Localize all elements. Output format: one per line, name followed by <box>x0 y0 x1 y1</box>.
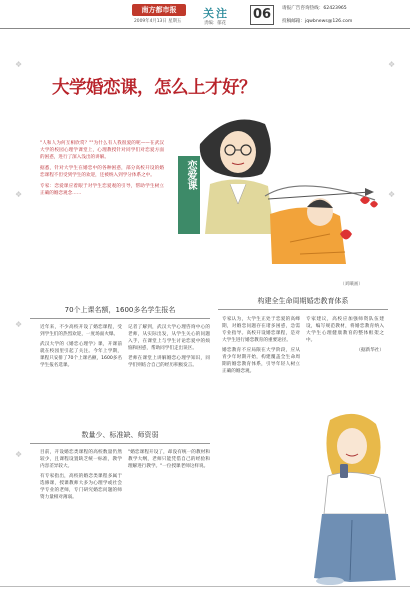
intro-block <box>40 140 164 197</box>
section-title: 关注 <box>203 7 229 20</box>
article-paragraph: 武汉大学的《婚恋心理学》课，开课前就在校园里引起了关注。今年上学期，课程只安排了70个上课名额，1600多名学生报名选课。 <box>40 342 122 368</box>
intro-paragraph: "人和人为何互相欣赏？""为什么有人我很爱的呢——在武汉大学的校园心理学课堂上，心理教授针对同学们对恋爱方面的困惑，进行了深入浅出的讲解。 <box>40 141 164 160</box>
heading-rule <box>30 443 210 444</box>
woman-illustration <box>300 410 400 585</box>
section-heading: 构建全生命周期婚恋教育体系 <box>257 297 349 305</box>
section-heading-banner <box>30 305 210 315</box>
article-left-col1 <box>40 324 122 369</box>
article-paragraph: 婚恋教育不应局限在大学阶段，应从青少年时期开始，构建覆盖全生命周期的婚恋教育体系，引导年轻人树立正确的婚恋观。 <box>222 348 300 374</box>
article-paragraph: 记者了解到，武汉大学心理咨询中心的老师，从实际出发，从学生关心的问题入手，在课堂上与学生讨论恋爱中的烦恼和困惑，帮助同学们走出误区。 <box>128 325 210 351</box>
face <box>337 428 367 464</box>
section-heading-banner <box>30 430 210 440</box>
article-left-col2 <box>128 324 210 369</box>
article-byline: （据新华社） <box>356 348 384 353</box>
article-paragraph: 有专家指出，高校的婚恋类课程多属于选修课，授课教师大多为心理学或社会学专业的老师，专门研究婚恋问题的师资力量相对薄弱。 <box>40 474 122 500</box>
date-line: 2009年4月13日 星期五 <box>134 19 182 24</box>
article-paragraph: 老师在课堂上讲解婚恋心理学知识，同学们则结合自己的经历积极发言。 <box>128 356 210 368</box>
left-ornament-icon: ❖ <box>15 320 23 329</box>
illustration-label: 恋爱课 <box>185 160 196 190</box>
hotline-text: 请报广告咨询热线：62423965 <box>282 6 347 11</box>
editor-line: 责编：郁花 <box>204 21 226 26</box>
page-number: 06 <box>252 7 272 22</box>
article-paragraph: 目前，开设婚恋类课程的高校数量仍然较少，且课程设置缺乏统一标准，教学内容差异较大。 <box>40 450 122 469</box>
logo-text: 南方都市报 <box>141 5 177 14</box>
masthead-logo <box>132 4 186 16</box>
jeans <box>314 514 396 582</box>
left-ornament-icon: ❖ <box>15 60 23 69</box>
right-ornament-icon: ❖ <box>388 190 396 199</box>
footer-rule <box>0 586 410 587</box>
page-number-box <box>250 5 274 25</box>
top <box>324 472 386 514</box>
article-paragraph: "婚恋课程开设了，却没有统一的教材和教学大纲，老师只能凭借自己的经验和理解进行教学。"一位授课老师这样说。 <box>128 450 210 469</box>
heading-rule <box>218 309 388 310</box>
article-right-col2 <box>306 316 384 354</box>
article-right-col1 <box>222 316 300 375</box>
article-left2-col1 <box>40 449 122 501</box>
illustration <box>170 104 382 282</box>
section-heading: 数量少、标准缺、师资弱 <box>81 431 159 439</box>
email-text: 投稿邮箱：jqwbnews@126.com <box>282 19 353 24</box>
heading-rule <box>30 318 210 319</box>
left-ornament-icon: ❖ <box>15 450 23 459</box>
left-ornament-icon: ❖ <box>15 190 23 199</box>
article-paragraph: 近年来，不少高校开设了婚恋课程，受到学生们的热烈欢迎，一度场面火爆。 <box>40 325 122 337</box>
intro-paragraph: 专家：恋爱课应着眼于对学生恋爱观的引导，帮助学生树立正确的婚恋观念…… <box>40 184 164 196</box>
phone-icon <box>340 464 348 478</box>
article-left2-col2 <box>128 449 210 470</box>
section-heading: 70个上课名额，1600多名学生报名 <box>64 306 176 314</box>
article-paragraph: 专家认为，大学生正处于恋爱的高峰期，对婚恋问题存在诸多困惑，急需专业指导。高校开设婚恋课程，是对大学生进行婚恋教育的重要途径。 <box>222 317 300 343</box>
main-title: 大学婚恋课，怎么上才好？ <box>52 78 256 98</box>
intro-paragraph: 据悉，针对大学生在婚恋中的各种困惑，部分高校开设的婚恋课程不但受到学生的欢迎，还被纳入到学分体系之中。 <box>40 166 164 178</box>
illustration-credit: （刘曦画） <box>340 282 363 287</box>
section-heading-banner <box>218 296 388 306</box>
article-paragraph: 专家建议，高校应加强师资队伍建设，编写规范教材，将婚恋教育纳入大学生心理健康教育的整体框架之中。 <box>306 317 384 343</box>
header-rule <box>0 28 410 29</box>
right-ornament-icon: ❖ <box>388 60 396 69</box>
